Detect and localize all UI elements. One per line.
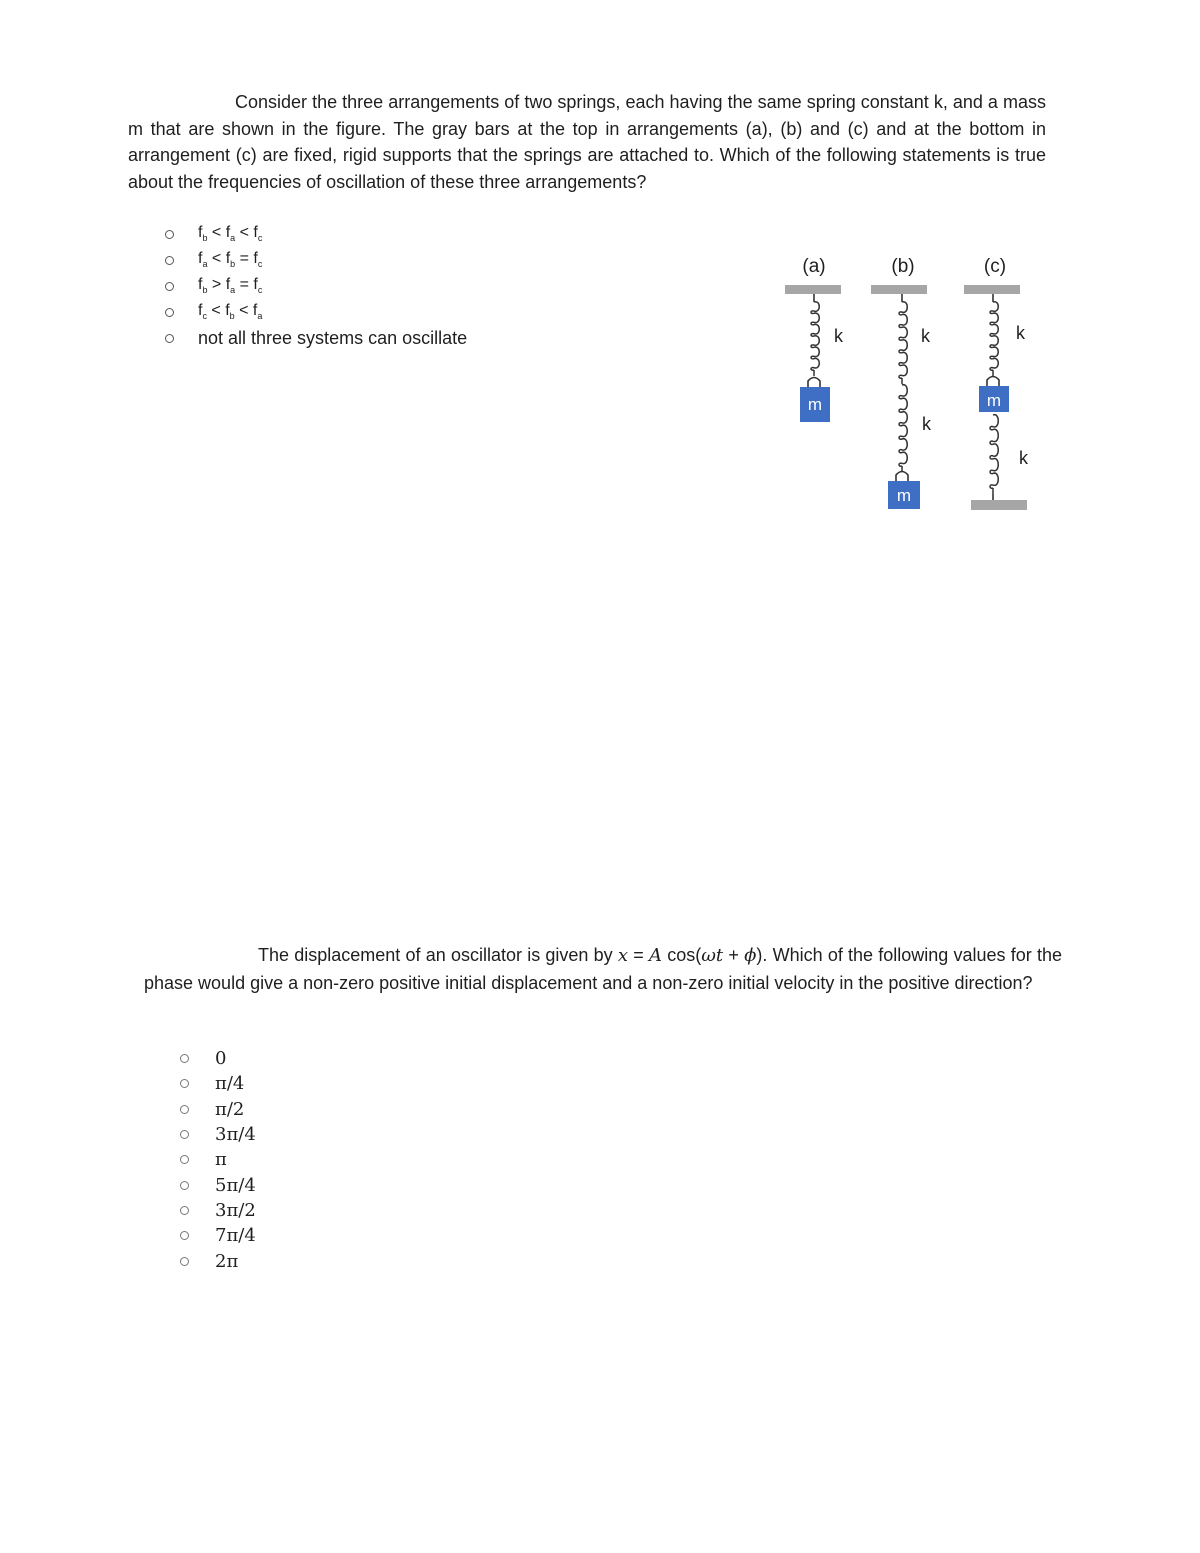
spring-constant-label-b-lower: k [922, 414, 931, 434]
option-label: 5π/4 [215, 1174, 256, 1196]
option-label: $f_c < f_b < f_a$ [198, 302, 263, 322]
radio-button[interactable] [165, 282, 174, 291]
option-label: not all three systems can oscillate [198, 327, 468, 348]
mass-c [979, 377, 1009, 413]
radio-button[interactable] [180, 1155, 189, 1164]
radio-button[interactable] [180, 1257, 189, 1266]
phase-option-3[interactable] [180, 1097, 256, 1122]
figure-label-b: (b) [891, 256, 915, 277]
phase-option-8[interactable] [180, 1223, 256, 1248]
question-1-options [165, 221, 467, 351]
mass-label-b: m [896, 486, 912, 505]
option-3[interactable] [165, 273, 467, 299]
option-label: π [215, 1149, 227, 1171]
phase-option-5[interactable] [180, 1147, 256, 1172]
phase-option-4[interactable] [180, 1122, 256, 1147]
fixed-support-b [871, 285, 927, 294]
option-5[interactable] [165, 325, 467, 351]
option-label: $f_b < f_a < f_c$ [198, 224, 263, 244]
option-label: 3π/2 [215, 1199, 256, 1221]
spring-constant-label-b-upper: k [921, 326, 930, 346]
radio-button[interactable] [165, 308, 174, 317]
spring-constant-label-a: k [834, 326, 843, 346]
mass-label-c: m [986, 391, 1002, 410]
mass-label-a: m [807, 395, 823, 414]
option-1[interactable] [165, 221, 467, 247]
option-label: 3π/4 [215, 1124, 256, 1146]
option-label: 7π/4 [215, 1225, 256, 1247]
radio-button[interactable] [165, 230, 174, 239]
option-label: π/4 [215, 1073, 245, 1095]
spring-coil [990, 415, 998, 489]
phase-option-1[interactable] [180, 1046, 256, 1071]
spring-arrangements-figure [780, 250, 1040, 520]
option-label: $f_b > f_a = f_c$ [198, 276, 263, 296]
mass-b [888, 472, 920, 510]
spring-b-upper [899, 302, 907, 384]
spring-coil [899, 385, 907, 467]
spring-a [811, 302, 819, 376]
question-1-text: Consider the three arrangements of two springs, each having the same spring constant k, and a mass m that are shown in the figure. The gray bars at the top in arrangements (a), (b) and (c) and at the bottom in arrangement (c) are fixed, rigid supports that the springs are attached to. Which of the following statements is true about the frequencies of oscillation of these three arrangements? [128, 92, 1046, 192]
question-2-text: The displacement of an oscillator is given by x = A cos(ωt + ϕ). Which of the following values for the phase would give a non-zero positive initial displacement and a non-zero initial velocity in the positive direction? [144, 945, 1063, 993]
phase-option-6[interactable] [180, 1172, 256, 1197]
radio-button[interactable] [180, 1130, 189, 1139]
phase-option-2[interactable] [180, 1071, 256, 1096]
radio-button[interactable] [180, 1206, 189, 1215]
spring-c-lower [990, 415, 998, 494]
radio-button[interactable] [165, 256, 174, 265]
fixed-support-c-bottom [971, 500, 1027, 510]
figure-label-c: (c) [983, 256, 1007, 277]
phase-option-7[interactable] [180, 1198, 256, 1223]
option-label: 2π [215, 1250, 239, 1272]
question-2-options [180, 1046, 256, 1274]
spring-c-upper [990, 302, 998, 376]
option-2[interactable] [165, 247, 467, 273]
fixed-support-a [785, 285, 841, 294]
spring-coil [811, 302, 819, 370]
spring-constant-label-c-lower: k [1019, 448, 1028, 468]
phase-option-9[interactable] [180, 1248, 256, 1273]
spring-constant-label-c-upper: k [1016, 323, 1025, 343]
option-4[interactable] [165, 299, 467, 325]
option-label: π/2 [215, 1098, 245, 1120]
spring-b-lower [899, 385, 907, 472]
spring-coil [899, 302, 907, 378]
option-label: 0 [215, 1048, 227, 1070]
spring-coil [990, 302, 998, 370]
radio-button[interactable] [180, 1054, 189, 1063]
radio-button[interactable] [180, 1105, 189, 1114]
radio-button[interactable] [180, 1079, 189, 1088]
figure-label-a: (a) [802, 256, 826, 277]
option-label: $f_a < f_b = f_c$ [198, 250, 263, 270]
mass-a [800, 378, 830, 423]
radio-button[interactable] [180, 1231, 189, 1240]
radio-button[interactable] [180, 1181, 189, 1190]
fixed-support-c-top [964, 285, 1020, 294]
radio-button[interactable] [165, 334, 174, 343]
